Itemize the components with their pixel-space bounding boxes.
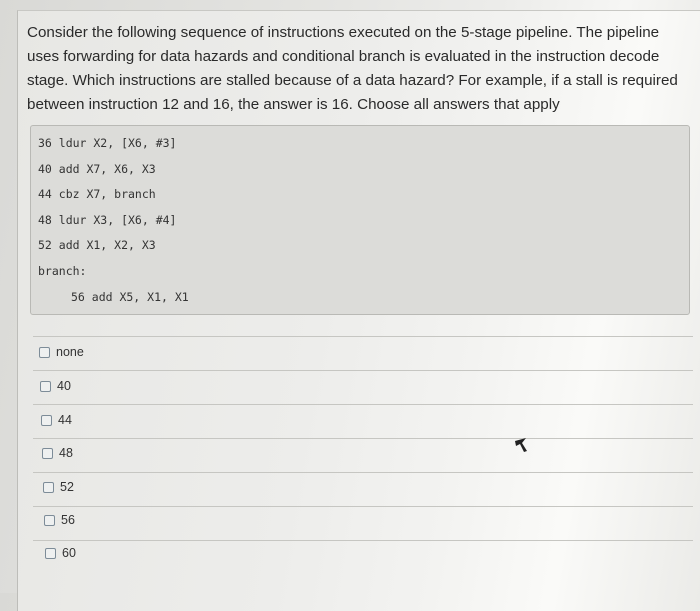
code-block: [30, 125, 690, 315]
code-line-56: 56 add X5, X1, X1: [71, 290, 189, 304]
checkbox[interactable]: [41, 415, 52, 426]
option-60[interactable]: [45, 546, 76, 560]
mouse-cursor-icon: [514, 437, 528, 453]
divider: [33, 404, 693, 405]
checkbox[interactable]: [43, 482, 54, 493]
option-label: 40: [57, 379, 71, 393]
option-label: 44: [58, 413, 72, 427]
code-line-40: 40 add X7, X6, X3: [38, 162, 156, 176]
checkbox[interactable]: [45, 548, 56, 559]
question-text: Consider the following sequence of instructions executed on the 5-stage pipeline. The pipeline uses forwarding for data hazards and conditional branch is evaluated in the instruction decode stage. Which instructions are stalled because of a data hazard? For example, if a stall is required between instruction 12 and 16, the answer is 16. Choose all answers that apply: [27, 24, 678, 113]
checkbox[interactable]: [39, 347, 50, 358]
checkbox[interactable]: [42, 448, 53, 459]
code-line-52: 52 add X1, X2, X3: [38, 238, 156, 252]
option-label: 60: [62, 546, 76, 560]
checkbox[interactable]: [40, 381, 51, 392]
option-label: none: [56, 345, 84, 359]
option-40[interactable]: [40, 379, 71, 393]
divider: [33, 506, 693, 507]
option-52[interactable]: [43, 480, 74, 494]
code-label-branch: branch:: [38, 264, 87, 278]
divider: [33, 540, 693, 541]
option-label: 56: [61, 513, 75, 527]
code-line-36: 36 ldur X2, [X6, #3]: [38, 136, 177, 150]
option-label: 48: [59, 446, 73, 460]
divider: [33, 336, 693, 337]
option-none[interactable]: [39, 345, 84, 359]
divider: [33, 438, 693, 439]
code-line-44: 44 cbz X7, branch: [38, 187, 156, 201]
divider: [33, 370, 693, 371]
option-48[interactable]: [42, 446, 73, 460]
code-line-48: 48 ldur X3, [X6, #4]: [38, 213, 177, 227]
option-56[interactable]: [44, 513, 75, 527]
divider: [33, 472, 693, 473]
option-label: 52: [60, 480, 74, 494]
option-44[interactable]: [41, 413, 72, 427]
checkbox[interactable]: [44, 515, 55, 526]
